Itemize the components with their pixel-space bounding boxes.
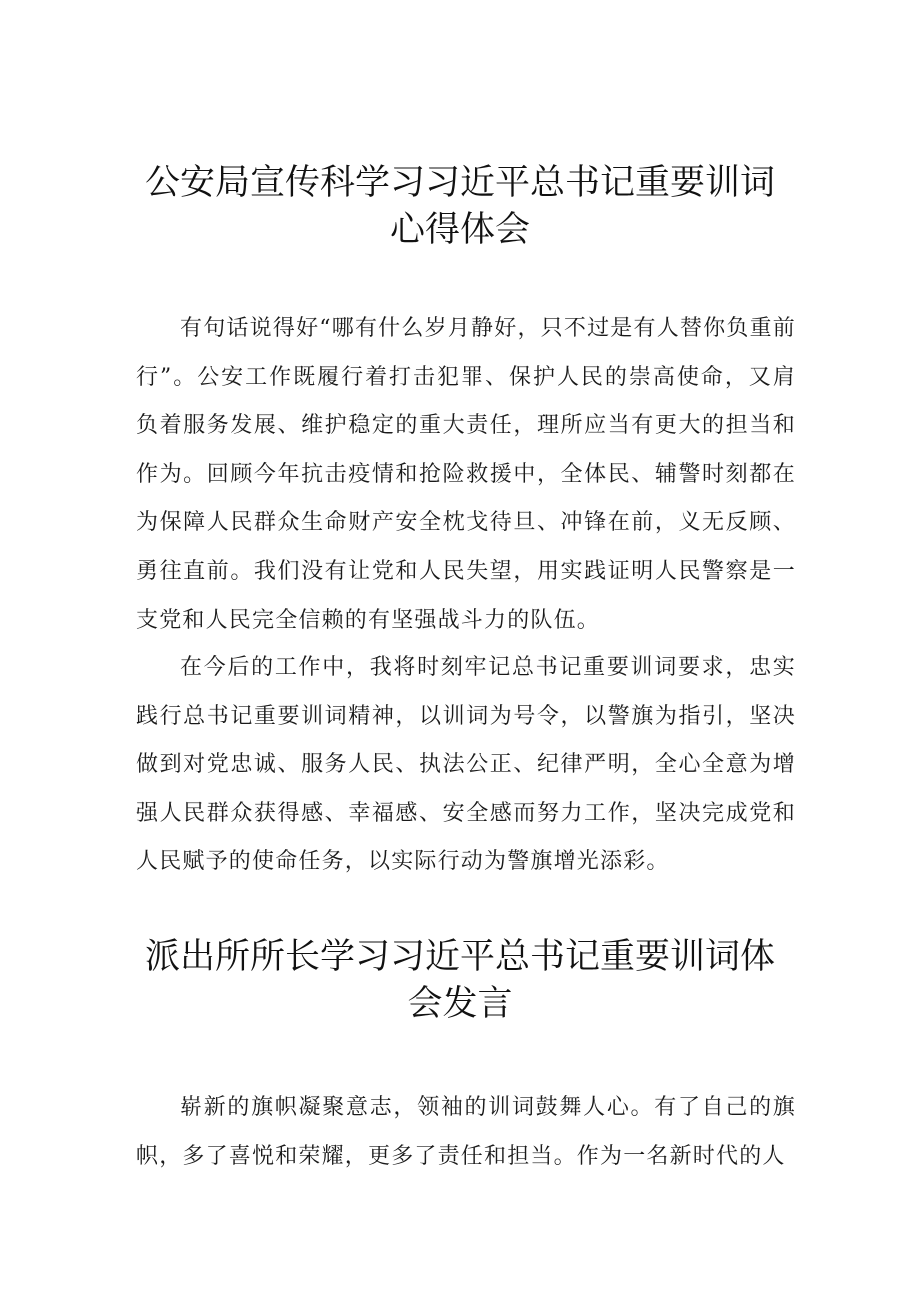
- section-1-paragraph-2: 在今后的工作中，我将时刻牢记总书记重要训词要求，忠实践行总书记重要训词精神，以训词为号令，以警旗为指引，坚决做到对党忠诚、服务人民、执法公正、纪律严明，全心全意为增强人民群众获得感、幸福感、安全感而努力工作，坚决完成党和人民赋予的使命任务，以实际行动为警旗增光添彩。: [136, 655, 796, 875]
- section-1-title-line-2: 心得体会: [389, 210, 530, 250]
- section-1-title-line-1: 公安局宣传科学习习近平总书记重要训词: [144, 163, 775, 203]
- section-2-title-line-2: 会发言: [407, 984, 513, 1024]
- section-1-title: [100, 160, 820, 254]
- section-2-paragraph-1: 崭新的旗帜凝聚意志，领袖的训词鼓舞人心。有了自己的旗帜，多了喜悦和荣耀，更多了责任和担当。作为一名新时代的人: [136, 1095, 796, 1169]
- section-1-paragraph-1: 有句话说得好“哪有什么岁月静好，只不过是有人替你负重前行”。公安工作既履行着打击犯罪、保护人民的崇高使命，又肩负着服务发展、维护稳定的重大责任，理所应当有更大的担当和作为。回顾今年抗击疫情和抢险救援中，全体民、辅警时刻都在为保障人民群众生命财产安全枕戈待旦、冲锋在前，义无反顾、勇往直前。我们没有让党和人民失望，用实践证明人民警察是一支党和人民完全信赖的有坚强战斗力的队伍。: [136, 316, 796, 633]
- section-2-title: [100, 934, 820, 1028]
- section-2-title-line-1: 派出所所长学习习近平总书记重要训词体: [144, 937, 775, 977]
